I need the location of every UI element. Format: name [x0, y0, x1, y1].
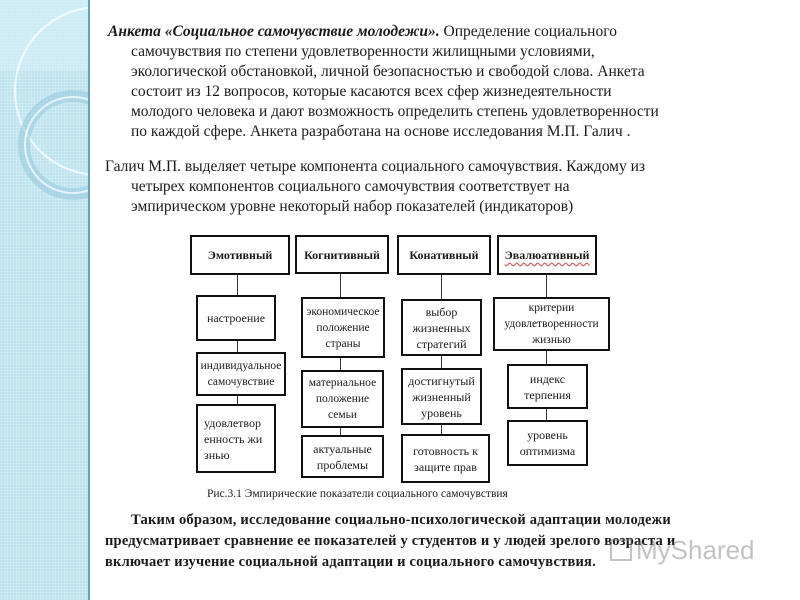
conclusion-line: предусматривает сравнение ее показателей у студентов и у людей зрелого возраста и — [105, 533, 676, 549]
paragraph1-first-line-rest: Определение социального — [439, 23, 617, 40]
connector-line — [340, 428, 341, 435]
decorative-sidebar — [0, 0, 90, 600]
header-label: Эвалюативный — [504, 248, 590, 262]
paragraph2-line: эмпирическом уровне некоторый набор показателей (индикаторов) — [131, 198, 574, 215]
header-label: Конативный — [409, 248, 479, 262]
connector-line — [237, 275, 238, 295]
diagram-item — [401, 299, 482, 356]
item-label: достигнутый жизненный уровень — [408, 373, 475, 420]
item-label: актуальные проблемы — [313, 441, 372, 472]
diagram-item — [507, 420, 588, 466]
diagram-header-cognitive — [295, 235, 389, 274]
item-label: уровень оптимизма — [519, 428, 576, 458]
paragraph2-first-line: Галич М.П. выделяет четыре компонента социального самочувствия. Каждому из — [105, 158, 646, 175]
watermark — [610, 535, 755, 566]
diagram-item — [401, 368, 482, 425]
connector-line — [441, 356, 442, 368]
item-label: критерии удовлетворенности жизнью — [504, 302, 599, 346]
connector-line — [546, 409, 547, 420]
diagram-item — [301, 297, 385, 358]
paragraph1-line: самочувствия по степени удовлетворенности жилищными условиями, — [131, 43, 595, 60]
connector-line — [441, 425, 442, 434]
paragraph1-body — [131, 42, 659, 142]
item-label: экономическое положение страны — [306, 305, 380, 350]
paragraph1-first-line — [108, 22, 617, 42]
diagram-item — [493, 297, 610, 351]
diagram-item — [196, 404, 276, 473]
diagram-item — [196, 295, 276, 341]
diagram-header-conative — [397, 235, 491, 275]
connector-line — [546, 351, 547, 364]
conclusion-line: включает изучение социальной адаптации и социального самочувствия. — [105, 554, 596, 570]
paragraph2-body — [131, 177, 573, 217]
paragraph1-line: экологической обстановкой, личной безопасностью и свободой слова. Анкета — [131, 63, 645, 80]
diagram-item — [507, 364, 588, 409]
figure-caption: Рис.3.1 Эмпирические показатели социального самочувствия — [207, 488, 508, 500]
item-label: выбор жизненных стратегий — [412, 304, 471, 351]
item-label: настроение — [206, 311, 266, 325]
connector-line — [237, 396, 238, 404]
diagram-item — [401, 434, 490, 483]
connector-line — [237, 341, 238, 352]
diagram-header-evaluative — [497, 235, 597, 275]
connector-line — [546, 275, 547, 297]
diagram-item — [196, 352, 286, 396]
item-label: удовлетвор енность жизнью — [204, 415, 263, 462]
questionnaire-title: Анкета «Социальное самочувствие молодежи». — [108, 23, 440, 40]
paragraph1-line: состоит из 12 вопросов, которые касаются всех сфер жизнедеятельности — [131, 83, 612, 100]
watermark-logo-icon — [610, 539, 632, 561]
diagram-item — [301, 370, 384, 428]
paragraph1-line: по каждой сфере. Анкета разработана на основе исследования М.П. Галич . — [131, 123, 631, 140]
connector-line — [441, 275, 442, 299]
connector-line — [340, 358, 341, 370]
diagram-header-emotive — [190, 235, 290, 275]
conclusion-line: Таким образом, исследование социально-психологической адаптации молодежи — [131, 512, 671, 528]
watermark-text: MyShared — [636, 535, 755, 565]
header-label: Когнитивный — [304, 247, 380, 262]
item-label: материальное положение семьи — [308, 377, 377, 421]
item-label: готовность к защите прав — [413, 443, 478, 474]
paragraph1-line: молодого человека и дают возможность определить степень удовлетворенности — [131, 103, 659, 120]
diagram-item — [301, 435, 384, 478]
connector-line — [340, 274, 341, 297]
header-label: Эмотивный — [207, 248, 273, 262]
item-label: индивидуальное самочувствие — [200, 360, 282, 388]
paragraph2-line: четырех компонентов социального самочувствия соответствует на — [131, 178, 570, 195]
item-label: индекс терпения — [524, 371, 571, 402]
